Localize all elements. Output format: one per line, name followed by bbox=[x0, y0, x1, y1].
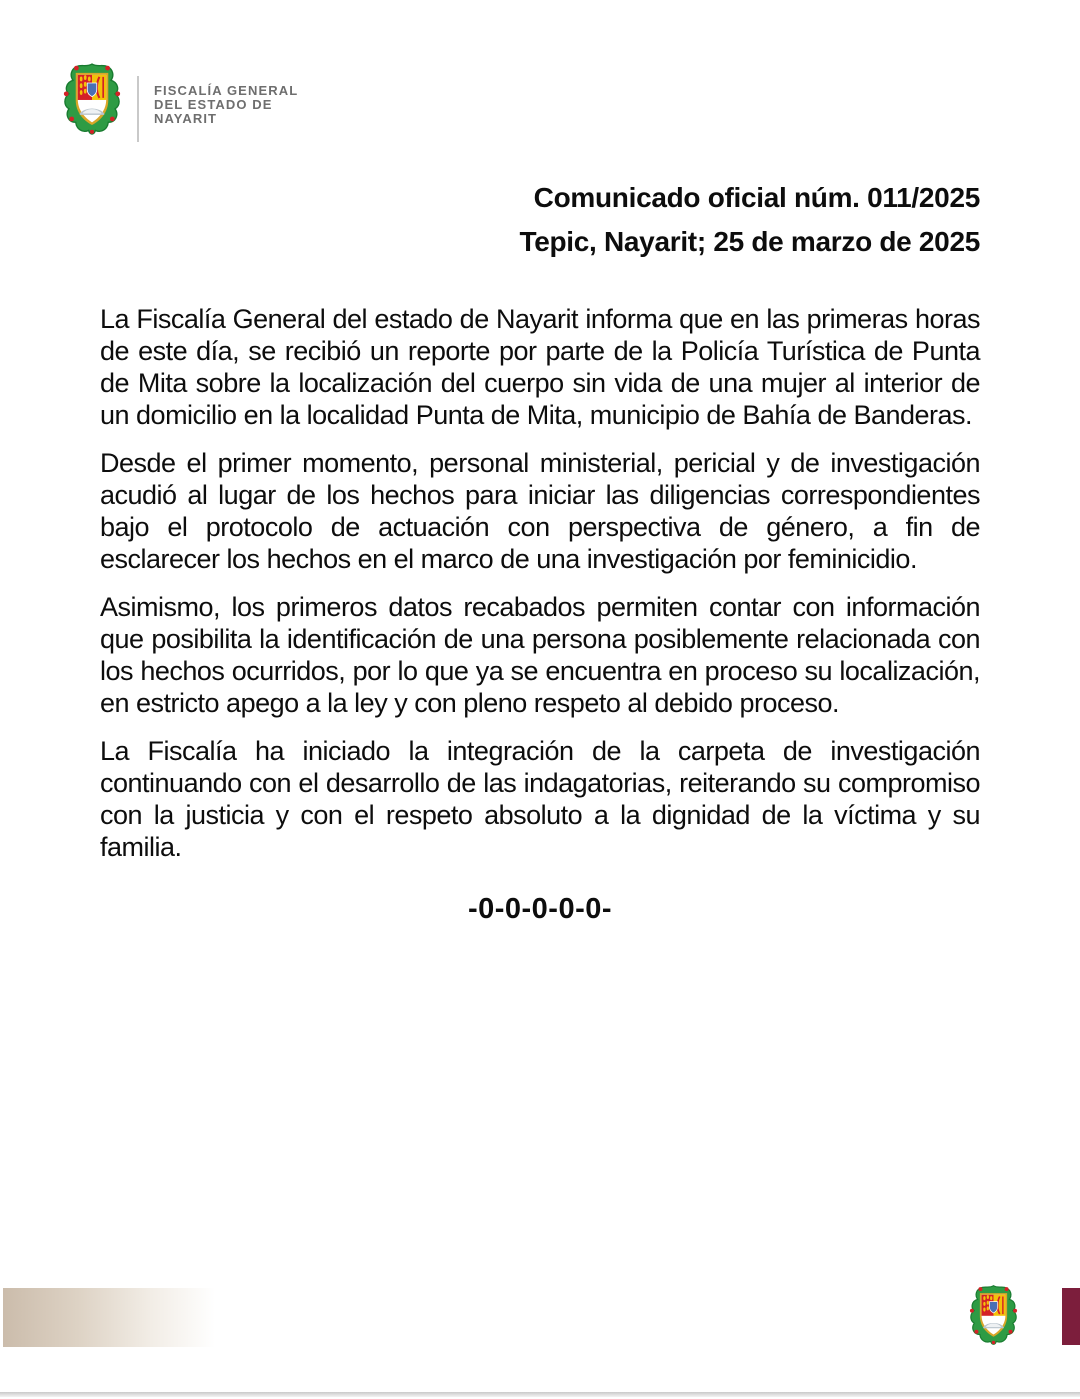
title-block bbox=[519, 182, 980, 257]
paragraph-3: Asimismo, los primeros datos recabados permiten contar con información que posibilita la identificación de una persona posiblemente relacionada con los hechos ocurridos, por lo que ya se encuentra en proceso su localización, en estricto apego a la ley y con pleno respeto al debido proceso. bbox=[100, 592, 980, 718]
org-name-line-1: FISCALÍA GENERAL bbox=[154, 83, 299, 98]
body-text bbox=[100, 303, 980, 925]
nayarit-coat-of-arms-icon bbox=[58, 62, 126, 142]
paragraph-1: La Fiscalía General del estado de Nayarit informa que en las primeras horas de este día, se recibió un reporte por parte de la Policía Turística de Punta de Mita sobre la localización del cuerpo sin vida de una mujer al interior de un domicilio en la localidad Punta de Mita, municipio de Bahía de Banderas. bbox=[100, 304, 980, 430]
footer-bottom-line bbox=[0, 1392, 1080, 1397]
header-divider bbox=[137, 76, 139, 142]
nayarit-coat-of-arms-footer-icon bbox=[965, 1284, 1022, 1351]
footer-maroon-bar bbox=[1062, 1288, 1080, 1345]
comunicado-title: Comunicado oficial núm. 011/2025 bbox=[533, 182, 980, 213]
paragraph-4: La Fiscalía ha iniciado la integración de la carpeta de investigación continuando con el desarrollo de las indagatorias, reiterando su compromiso con la justicia y con el respeto absoluto a la dignidad de la víctima y su familia. bbox=[100, 736, 980, 862]
paragraph-2: Desde el primer momento, personal ministerial, pericial y de investigación acudió al lugar de los hechos para iniciar las diligencias correspondientes bajo el protocolo de actuación con perspectiva de género, a fin de esclarecer los hechos en el marco de una investigación por feminicidio. bbox=[100, 448, 980, 574]
org-name-line-2: DEL ESTADO DE bbox=[154, 97, 273, 112]
footer-gradient-bar bbox=[3, 1288, 215, 1347]
org-name-line-3: NAYARIT bbox=[154, 111, 218, 126]
org-name bbox=[154, 84, 298, 126]
end-mark: -0-0-0-0-0- bbox=[467, 893, 613, 925]
comunicado-dateline: Tepic, Nayarit; 25 de marzo de 2025 bbox=[519, 226, 980, 257]
